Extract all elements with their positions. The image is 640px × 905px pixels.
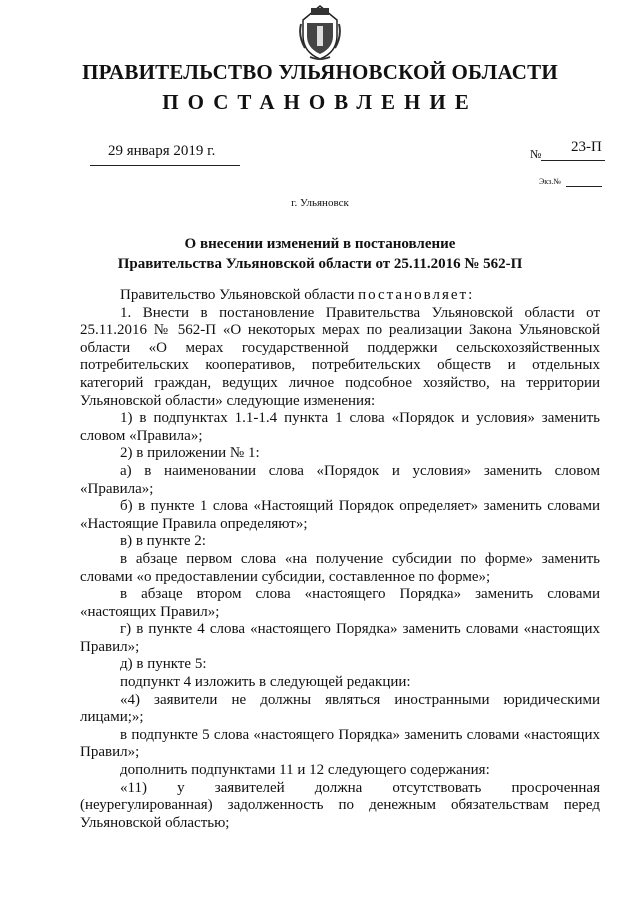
paragraph: б) в пункте 1 слова «Настоящий Порядок определяет» заменить словами «Настоящие Правила определяют»;	[80, 498, 600, 532]
paragraph: д) в пункте 5:	[120, 656, 207, 673]
date-underline	[90, 165, 240, 166]
title-line-1: О внесении изменений в постановление	[184, 236, 456, 252]
paragraph: 1) в подпунктах 1.1-1.4 пункта 1 слова «Порядок и условия» заменить словом «Правила»;	[80, 410, 600, 444]
document-body	[80, 287, 600, 832]
preamble-verb: постановляет:	[358, 287, 475, 303]
coat-of-arms-emblem	[297, 2, 343, 62]
document-date: 29 января 2019 г.	[108, 143, 216, 159]
government-name: ПРАВИТЕЛЬСТВО УЛЬЯНОВСКОЙ ОБЛАСТИ	[82, 60, 558, 84]
paragraph: г) в пункте 4 слова «настоящего Порядка» заменить словами «настоящих Правил»;	[80, 621, 600, 655]
preamble-lead: Правительство Ульяновской области	[120, 287, 359, 303]
paragraph: «4) заявители не должны являться иностранными юридическими лицами;»;	[80, 691, 600, 726]
document-title	[0, 234, 640, 274]
paragraph: 1. Внести в постановление Правительства Ульяновской области от 25.11.2016 № 562-П «О некоторых мерах по реализации Закона Ульяновской области «О мерах государственной поддержки сельскохозяйственных потребительских кооперативов, потребительских обществ и отдельных категорий граждан, ведущих личное подсобное хозяйство, на территории Ульяновской области» следующие изменения:	[80, 304, 600, 409]
paragraph: в абзаце втором слова «настоящего Порядка» заменить словами «настоящих Правил»;	[80, 586, 600, 620]
copy-number-label: Экз.№	[539, 177, 561, 186]
paragraph: подпункт 4 изложить в следующей редакции:	[120, 674, 411, 691]
number-underline	[541, 160, 605, 161]
paragraph: «11) у заявителей должна отсутствовать просроченная (неурегулированная) задолженность по денежным обязательствам перед Ульяновской областью;	[80, 779, 600, 831]
number-prefix: №	[530, 147, 542, 161]
preamble	[80, 287, 600, 305]
paragraph: а) в наименовании слова «Порядок и условия» заменить словом «Правила»;	[80, 462, 600, 497]
city: г. Ульяновск	[291, 197, 349, 209]
paragraph: в подпункте 5 слова «настоящего Порядка» заменить словами «настоящих Правил»;	[80, 726, 600, 761]
document-number: 23-П	[571, 139, 602, 155]
document-type: ПОСТАНОВЛЕНИЕ	[162, 90, 478, 114]
paragraph: 2) в приложении № 1:	[120, 445, 260, 462]
paragraph: дополнить подпунктами 11 и 12 следующего содержания:	[120, 762, 490, 779]
paragraph: в абзаце первом слова «на получение субсидии по форме» заменить словами «о предоставлении субсидии, составленное по форме»;	[80, 550, 600, 585]
paragraph: в) в пункте 2:	[120, 533, 206, 550]
copy-underline	[566, 186, 602, 187]
title-line-2: Правительства Ульяновской области от 25.11.2016 № 562-П	[117, 256, 523, 272]
